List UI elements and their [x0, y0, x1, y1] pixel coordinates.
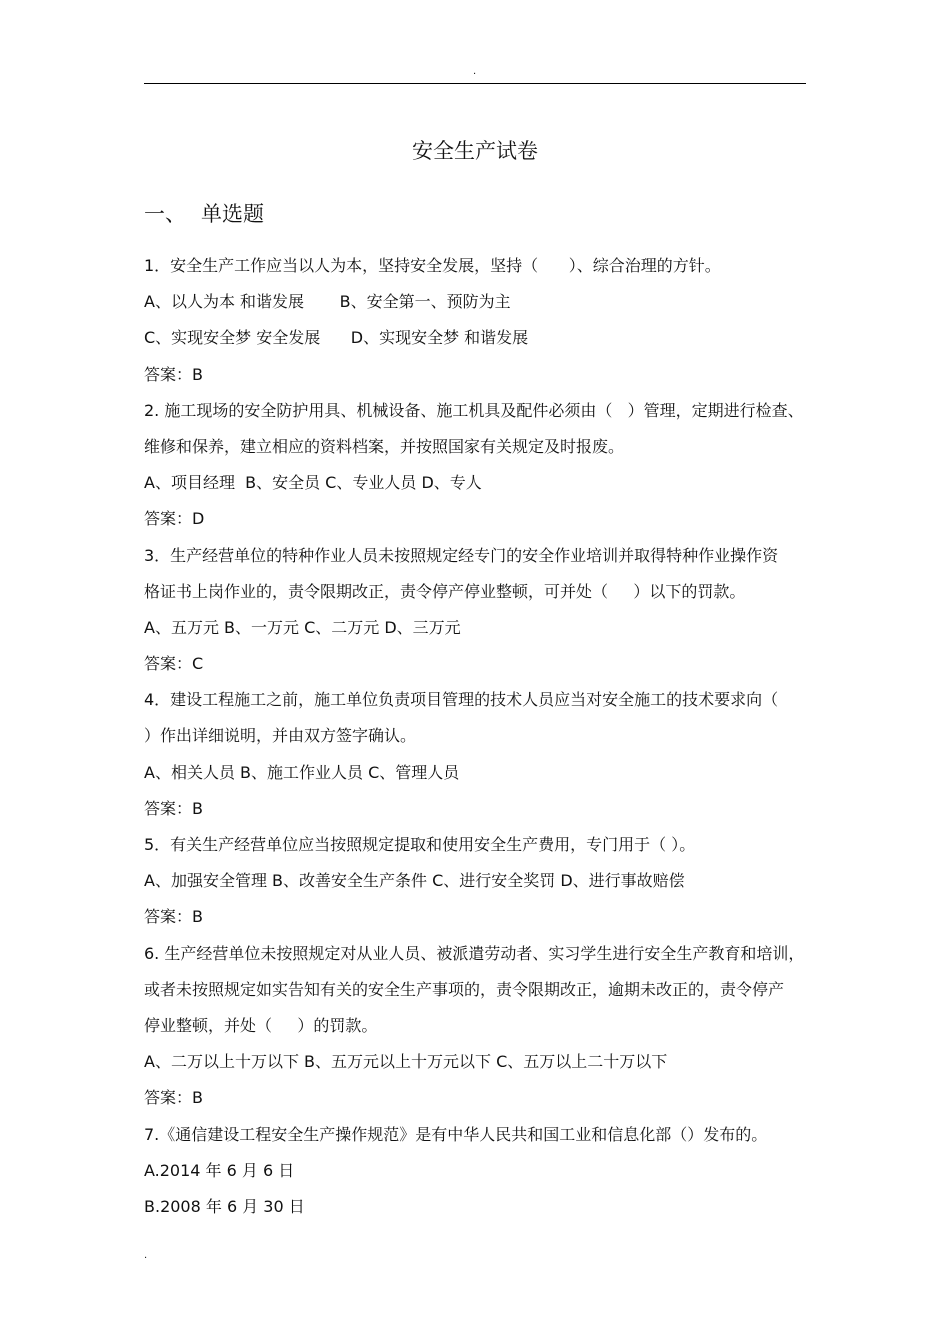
section-heading [144, 199, 264, 229]
q1-answer: 答案：B [144, 364, 203, 384]
q4-stem-line2: ）作出详细说明，并由双方签字确认。 [144, 726, 417, 746]
q1-options-cd: C、实现安全梦 安全发展 D、实现安全梦 和谐发展 [144, 328, 529, 348]
header-mark: . [473, 66, 477, 77]
q6-stem-line2: 或者未按照规定如实告知有关的安全生产事项的，责令限期改正，逾期未改正的，责令停产 [144, 979, 785, 999]
q3-answer: 答案：C [144, 654, 204, 674]
q4-answer: 答案：B [144, 798, 203, 818]
q2-options: A、项目经理 B、安全员 C、专业人员 D、专人 [144, 473, 482, 493]
q1-options-ab: A、以人为本 和谐发展 B、安全第一、预防为主 [144, 292, 511, 312]
q7-stem: 7.《通信建设工程安全生产操作规范》是有中华人民共和国工业和信息化部（）发布的。 [144, 1124, 768, 1144]
q5-stem: 5．有关生产经营单位应当按照规定提取和使用安全生产费用，专门用于（ ）。 [144, 835, 696, 854]
q6-answer: 答案：B [144, 1088, 203, 1108]
q5-options: A、加强安全管理 B、改善安全生产条件 C、进行安全奖罚 D、进行事故赔偿 [144, 871, 685, 891]
footer-mark: . [144, 1250, 148, 1261]
q1-stem: 1．安全生产工作应当以人为本，坚持安全发展，坚持（ ）、综合治理的方针。 [144, 256, 721, 275]
q7-option-a: A.2014 年 6 月 6 日 [144, 1160, 295, 1180]
q6-stem-line1: 6. 生产经营单位未按照规定对从业人员、被派遣劳动者、实习学生进行安全生产教育和培训， [144, 943, 805, 963]
q2-stem-line1: 2. 施工现场的安全防护用具、机械设备、施工机具及配件必须由（ ）管理，定期进行检查、 [144, 400, 804, 420]
section-name: 单选题 [201, 202, 264, 226]
q4-stem-line1: 4．建设工程施工之前，施工单位负责项目管理的技术人员应当对安全施工的技术要求向（ [144, 690, 779, 710]
q2-answer: 答案：D [144, 509, 205, 529]
q6-stem-line3: 停业整顿，并处（ ）的罚款。 [144, 1015, 378, 1035]
header-rule [144, 83, 806, 84]
question-list [144, 248, 824, 1225]
q3-stem-line1: 3．生产经营单位的特种作业人员未按照规定经专门的安全作业培训并取得特种作业操作资 [144, 545, 779, 565]
q5-answer: 答案：B [144, 907, 203, 927]
q3-options: A、五万元 B、一万元 C、二万元 D、三万元 [144, 617, 461, 637]
q3-stem-line2: 格证书上岗作业的，责令限期改正，责令停产停业整顿，可并处（ ）以下的罚款。 [144, 581, 746, 601]
q6-options: A、二万以上十万以下 B、五万元以上十万元以下 C、五万以上二十万以下 [144, 1052, 668, 1072]
q7-option-b: B.2008 年 6 月 30 日 [144, 1196, 305, 1216]
page-title: 安全生产试卷 [412, 139, 538, 163]
section-number: 一、 [144, 202, 186, 226]
q2-stem-line2: 维修和保养，建立相应的资料档案，并按照国家有关规定及时报废。 [144, 436, 625, 456]
q4-options: A、相关人员 B、施工作业人员 C、管理人员 [144, 762, 460, 782]
